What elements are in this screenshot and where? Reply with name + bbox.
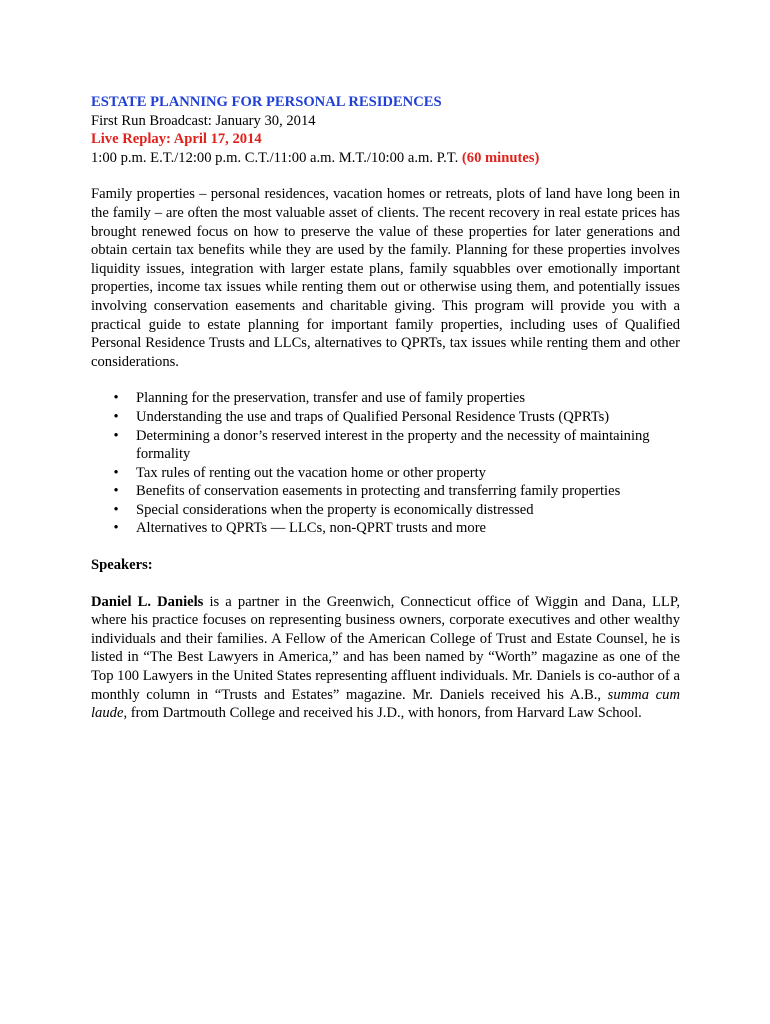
list-item-text: Alternatives to QPRTs — LLCs, non-QPRT trusts and more	[136, 520, 487, 537]
list-item	[91, 427, 680, 464]
list-item	[91, 464, 680, 483]
bullet-icon: •	[113, 501, 119, 518]
list-item	[91, 389, 680, 408]
program-description: Family properties – personal residences, vacation homes or retreats, plots of land have long been in the family – are often the most valuable asset of clients. The recent recovery in real estate prices has brought renewed focus on how to preserve the value of these properties for later generations and obtain certain tax benefits while they are used by the family. Planning for these properties involves liquidity issues, integration with larger estate plans, family squabbles over emotionally important properties, income tax issues while renting them out or otherwise using them, and potentially issues involving conservation easements and charitable giving. This program will provide you with a practical guide to estate planning for important family properties, including uses of Qualified Personal Residence Trusts and LLCs, alternatives to QPRTs, tax issues while renting them and other considerations.	[91, 186, 680, 370]
spacer	[91, 538, 680, 556]
speaker-bio-text: is a partner in the Greenwich, Connecticut office of Wiggin and Dana, LLP, where his practice focuses on representing business owners, corporate executives and other wealthy individuals and their families. A Fellow of the American College of Trust and Estate Counsel, he is listed in “The Best Lawyers in America,” and has been named by “Worth” magazine as one of the Top 100 Lawyers in the United States representing affluent individuals. Mr. Daniels is co-author of a monthly column in “Trusts and Estates” magazine. Mr. Daniels received his A.B.,	[91, 593, 680, 703]
list-item-text: Understanding the use and traps of Qualified Personal Residence Trusts (QPRTs)	[136, 408, 610, 425]
bullet-icon: •	[113, 427, 119, 444]
list-item-text: Benefits of conservation easements in protecting and transferring family properties	[136, 483, 621, 500]
topic-list	[91, 389, 680, 538]
list-item-text: Tax rules of renting out the vacation home or other property	[136, 464, 486, 481]
list-item	[91, 482, 680, 501]
duration: (60 minutes)	[461, 149, 540, 166]
list-item	[91, 501, 680, 520]
spacer	[91, 371, 680, 389]
speaker-bio-latin-honor: summa cum laude	[91, 686, 680, 722]
bullet-icon: •	[113, 408, 119, 425]
spacer	[91, 167, 680, 185]
list-item-text: Planning for the preservation, transfer and use of family properties	[136, 390, 526, 407]
speaker-name: Daniel L. Daniels	[91, 593, 204, 610]
document-content	[91, 93, 680, 723]
first-run-broadcast: First Run Broadcast: January 30, 2014	[91, 112, 316, 129]
speaker-bio-text-end: , from Dartmouth College and received his J.D., with honors, from Harvard Law School.	[123, 705, 642, 722]
speakers-heading: Speakers:	[91, 557, 153, 574]
bullet-icon: •	[113, 390, 119, 407]
speaker-bio	[91, 593, 680, 723]
bullet-icon: •	[113, 520, 119, 537]
list-item-text: Determining a donor’s reserved interest in the property and the necessity of maintaining formality	[136, 427, 650, 463]
bullet-icon: •	[113, 464, 119, 481]
list-item	[91, 519, 680, 538]
time-zones: 1:00 p.m. E.T./12:00 p.m. C.T./11:00 a.m. M.T./10:00 a.m. P.T.	[91, 149, 459, 166]
bullet-icon: •	[113, 483, 119, 500]
live-replay-date: Live Replay: April 17, 2014	[91, 131, 262, 148]
broadcast-times	[91, 149, 680, 168]
list-item	[91, 408, 680, 427]
spacer	[91, 575, 680, 593]
document-title: ESTATE PLANNING FOR PERSONAL RESIDENCES	[91, 94, 442, 110]
list-item-text: Special considerations when the property is economically distressed	[136, 501, 534, 518]
